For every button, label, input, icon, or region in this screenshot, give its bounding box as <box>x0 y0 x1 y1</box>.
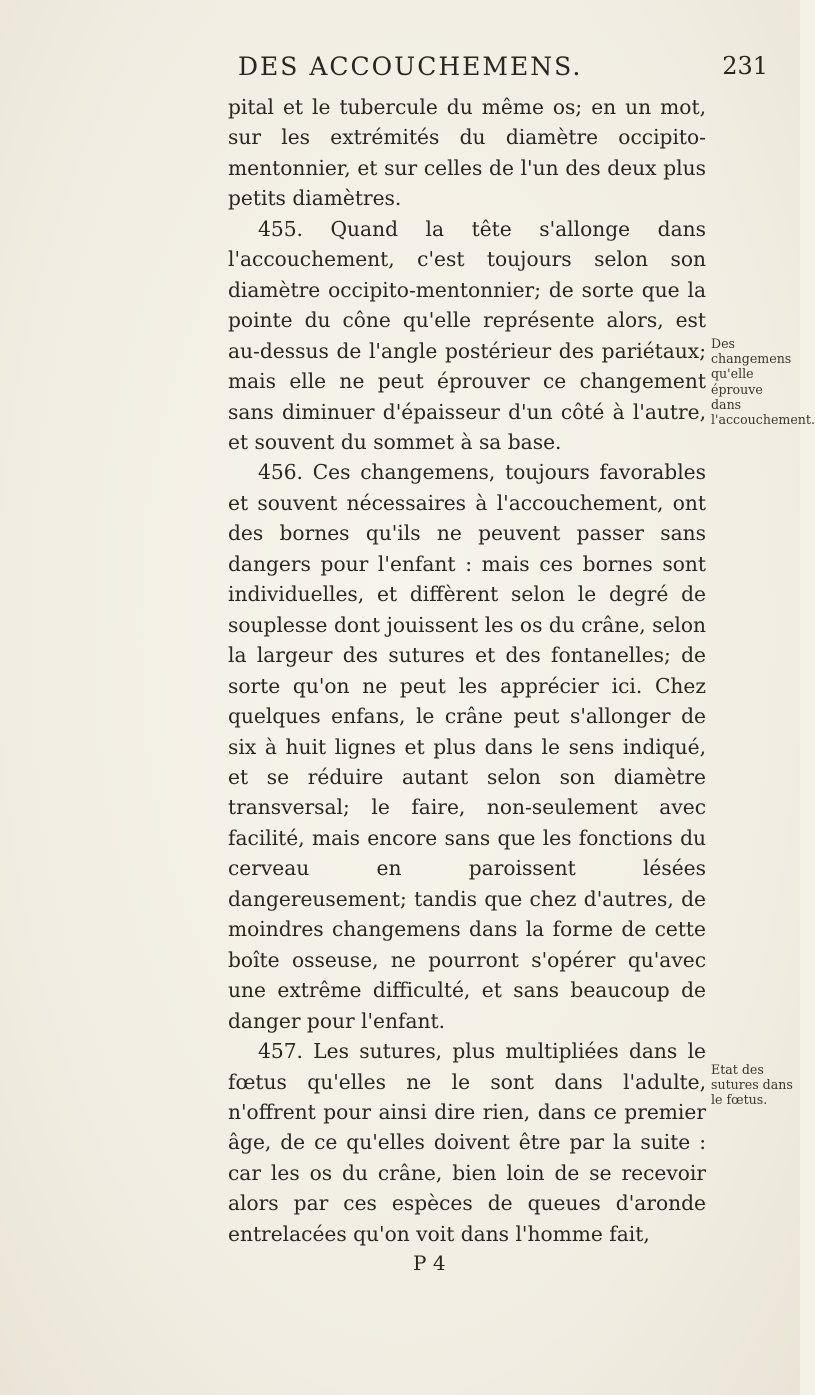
body-text <box>228 92 706 1249</box>
margin-note-sutures: Etat des sutures dans le fœtus. <box>711 1062 793 1108</box>
page-number: 231 <box>722 52 768 80</box>
running-title: DES ACCOUCHEMENS. <box>238 52 583 81</box>
margin-note-changes: Des changemens qu'elle éprouve dans l'accouchement. <box>711 336 815 428</box>
paragraph-continuation: pital et le tubercule du même os; en un mot, sur les extrémités du diamètre occipito-mentonnier, et sur celles de l'un des deux plus petits diamètres. <box>228 95 706 211</box>
page-header <box>238 52 768 88</box>
paragraph-455: 455. Quand la tête s'allonge dans l'accouchement, c'est toujours selon son diamètre occipito-mentonnier; de sorte que la pointe du cône qu'elle représente alors, est au-dessus de l'angle postérieur des pariétaux; mais elle ne peut éprouver ce changement sans diminuer d'épaisseur d'un côté à l'autre, et souvent du sommet à sa base. <box>228 216 706 454</box>
signature-mark: P 4 <box>413 1251 446 1275</box>
paragraph-456: 456. Ces changemens, toujours favorables et souvent nécessaires à l'accouchement, ont des bornes qu'ils ne peuvent passer sans dangers pour l'enfant : mais ces bornes sont individuelles, et diffèrent selon le degré de souplesse dont jouissent les os du crâne, selon la largeur des sutures et des fontanelles; de sorte qu'on ne peut les apprécier ici. Chez quelques enfans, le crâne peut s'allonger de six à huit lignes et plus dans le sens indiqué, et se réduire autant selon son diamètre transversal; le faire, non-seulement avec facilité, mais encore sans que les fonctions du cerveau en paroissent lésées dangereusement; tandis que chez d'autres, de moindres changemens dans la forme de cette boîte osseuse, ne pourront s'opérer qu'avec une extrême difficulté, et sans beaucoup de danger pour l'enfant. <box>228 460 706 1033</box>
paragraph-457: 457. Les sutures, plus multipliées dans le fœtus qu'elles ne le sont dans l'adulte, n'offrent pour ainsi dire rien, dans ce premier âge, de ce qu'elles doivent être par la suite : car les os du crâne, bien loin de se recevoir alors par ces espèces de queues d'aronde entrelacées qu'on voit dans l'homme fait, <box>228 1039 706 1246</box>
